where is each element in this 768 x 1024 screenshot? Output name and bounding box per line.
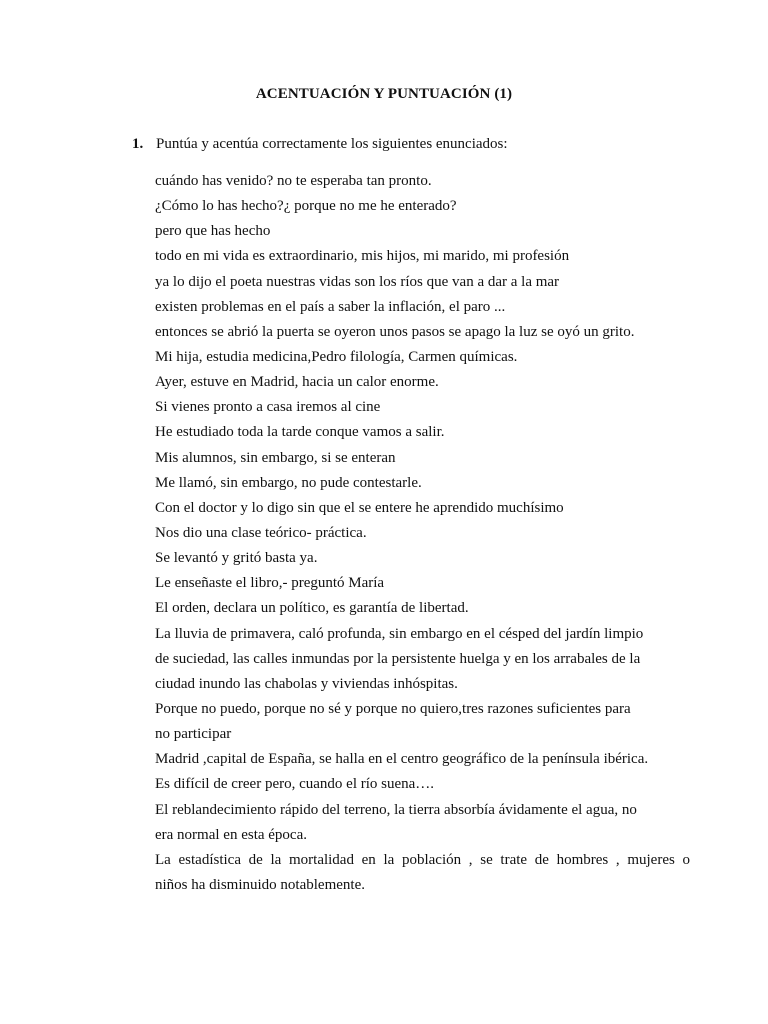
sentence-line: La lluvia de primavera, caló profunda, sin embargo en el césped del jardín limpio: [155, 625, 644, 642]
sentence-line: Si vienes pronto a casa iremos al cine: [155, 399, 381, 416]
sentence-line: Se levantó y gritó basta ya.: [155, 550, 318, 567]
sentence-line: ya lo dijo el poeta nuestras vidas son los ríos que van a dar a la mar: [155, 273, 560, 290]
sentence-line: Mis alumnos, sin embargo, si se enteran: [155, 449, 396, 466]
sentence-line: El reblandecimiento rápido del terreno, la tierra absorbía ávidamente el agua, no: [155, 801, 637, 818]
exercise-instruction: Puntúa y acentúa correctamente los siguientes enunciados:: [156, 136, 508, 152]
sentence-line: Ayer, estuve en Madrid, hacia un calor enorme.: [155, 374, 439, 391]
sentence-line: He estudiado toda la tarde conque vamos a salir.: [155, 424, 445, 441]
sentence-line: Me llamó, sin embargo, no pude contestarle.: [155, 474, 422, 491]
sentence-line: ciudad inundo las chabolas y viviendas inhóspitas.: [155, 675, 458, 692]
sentence-line: entonces se abrió la puerta se oyeron unos pasos se apago la luz se oyó un grito.: [155, 323, 635, 340]
sentence-line: La estadística de la mortalidad en la población , se trate de hombres , mujeres o: [155, 851, 690, 868]
sentence-line: Mi hija, estudia medicina,Pedro filología, Carmen químicas.: [155, 348, 518, 365]
sentence-line: pero que has hecho: [155, 223, 271, 240]
sentence-line: todo en mi vida es extraordinario, mis hijos, mi marido, mi profesión: [155, 248, 570, 265]
sentence-line: Nos dio una clase teórico- práctica.: [155, 524, 367, 541]
sentence-line: de suciedad, las calles inmundas por la persistente huelga y en los arrabales de la: [155, 650, 641, 667]
sentence-line: niños ha disminuido notablemente.: [155, 876, 365, 893]
sentence-line: era normal en esta época.: [155, 826, 307, 843]
sentence-line: El orden, declara un político, es garantía de libertad.: [155, 600, 469, 617]
sentence-line: ¿Cómo lo has hecho?¿ porque no me he enterado?: [155, 198, 457, 215]
sentence-line: Le enseñaste el libro,- preguntó María: [155, 575, 385, 592]
sentence-line: existen problemas en el país a saber la inflación, el paro ...: [155, 298, 506, 315]
page-title: ACENTUACIÓN Y PUNTUACIÓN (1): [255, 86, 513, 102]
sentence-line: Madrid ,capital de España, se halla en el centro geográfico de la península ibérica.: [155, 751, 649, 768]
sentence-line: Porque no puedo, porque no sé y porque no quiero,tres razones suficientes para: [155, 700, 631, 717]
sentence-line: cuándo has venido? no te esperaba tan pronto.: [155, 173, 432, 189]
sentence-line: no participar: [155, 726, 232, 743]
exercise-number: 1.: [132, 136, 144, 152]
sentence-line: Es difícil de creer pero, cuando el río suena….: [155, 776, 435, 793]
sentence-line: Con el doctor y lo digo sin que el se entere he aprendido muchísimo: [155, 499, 564, 516]
sentence-list: [155, 169, 690, 898]
